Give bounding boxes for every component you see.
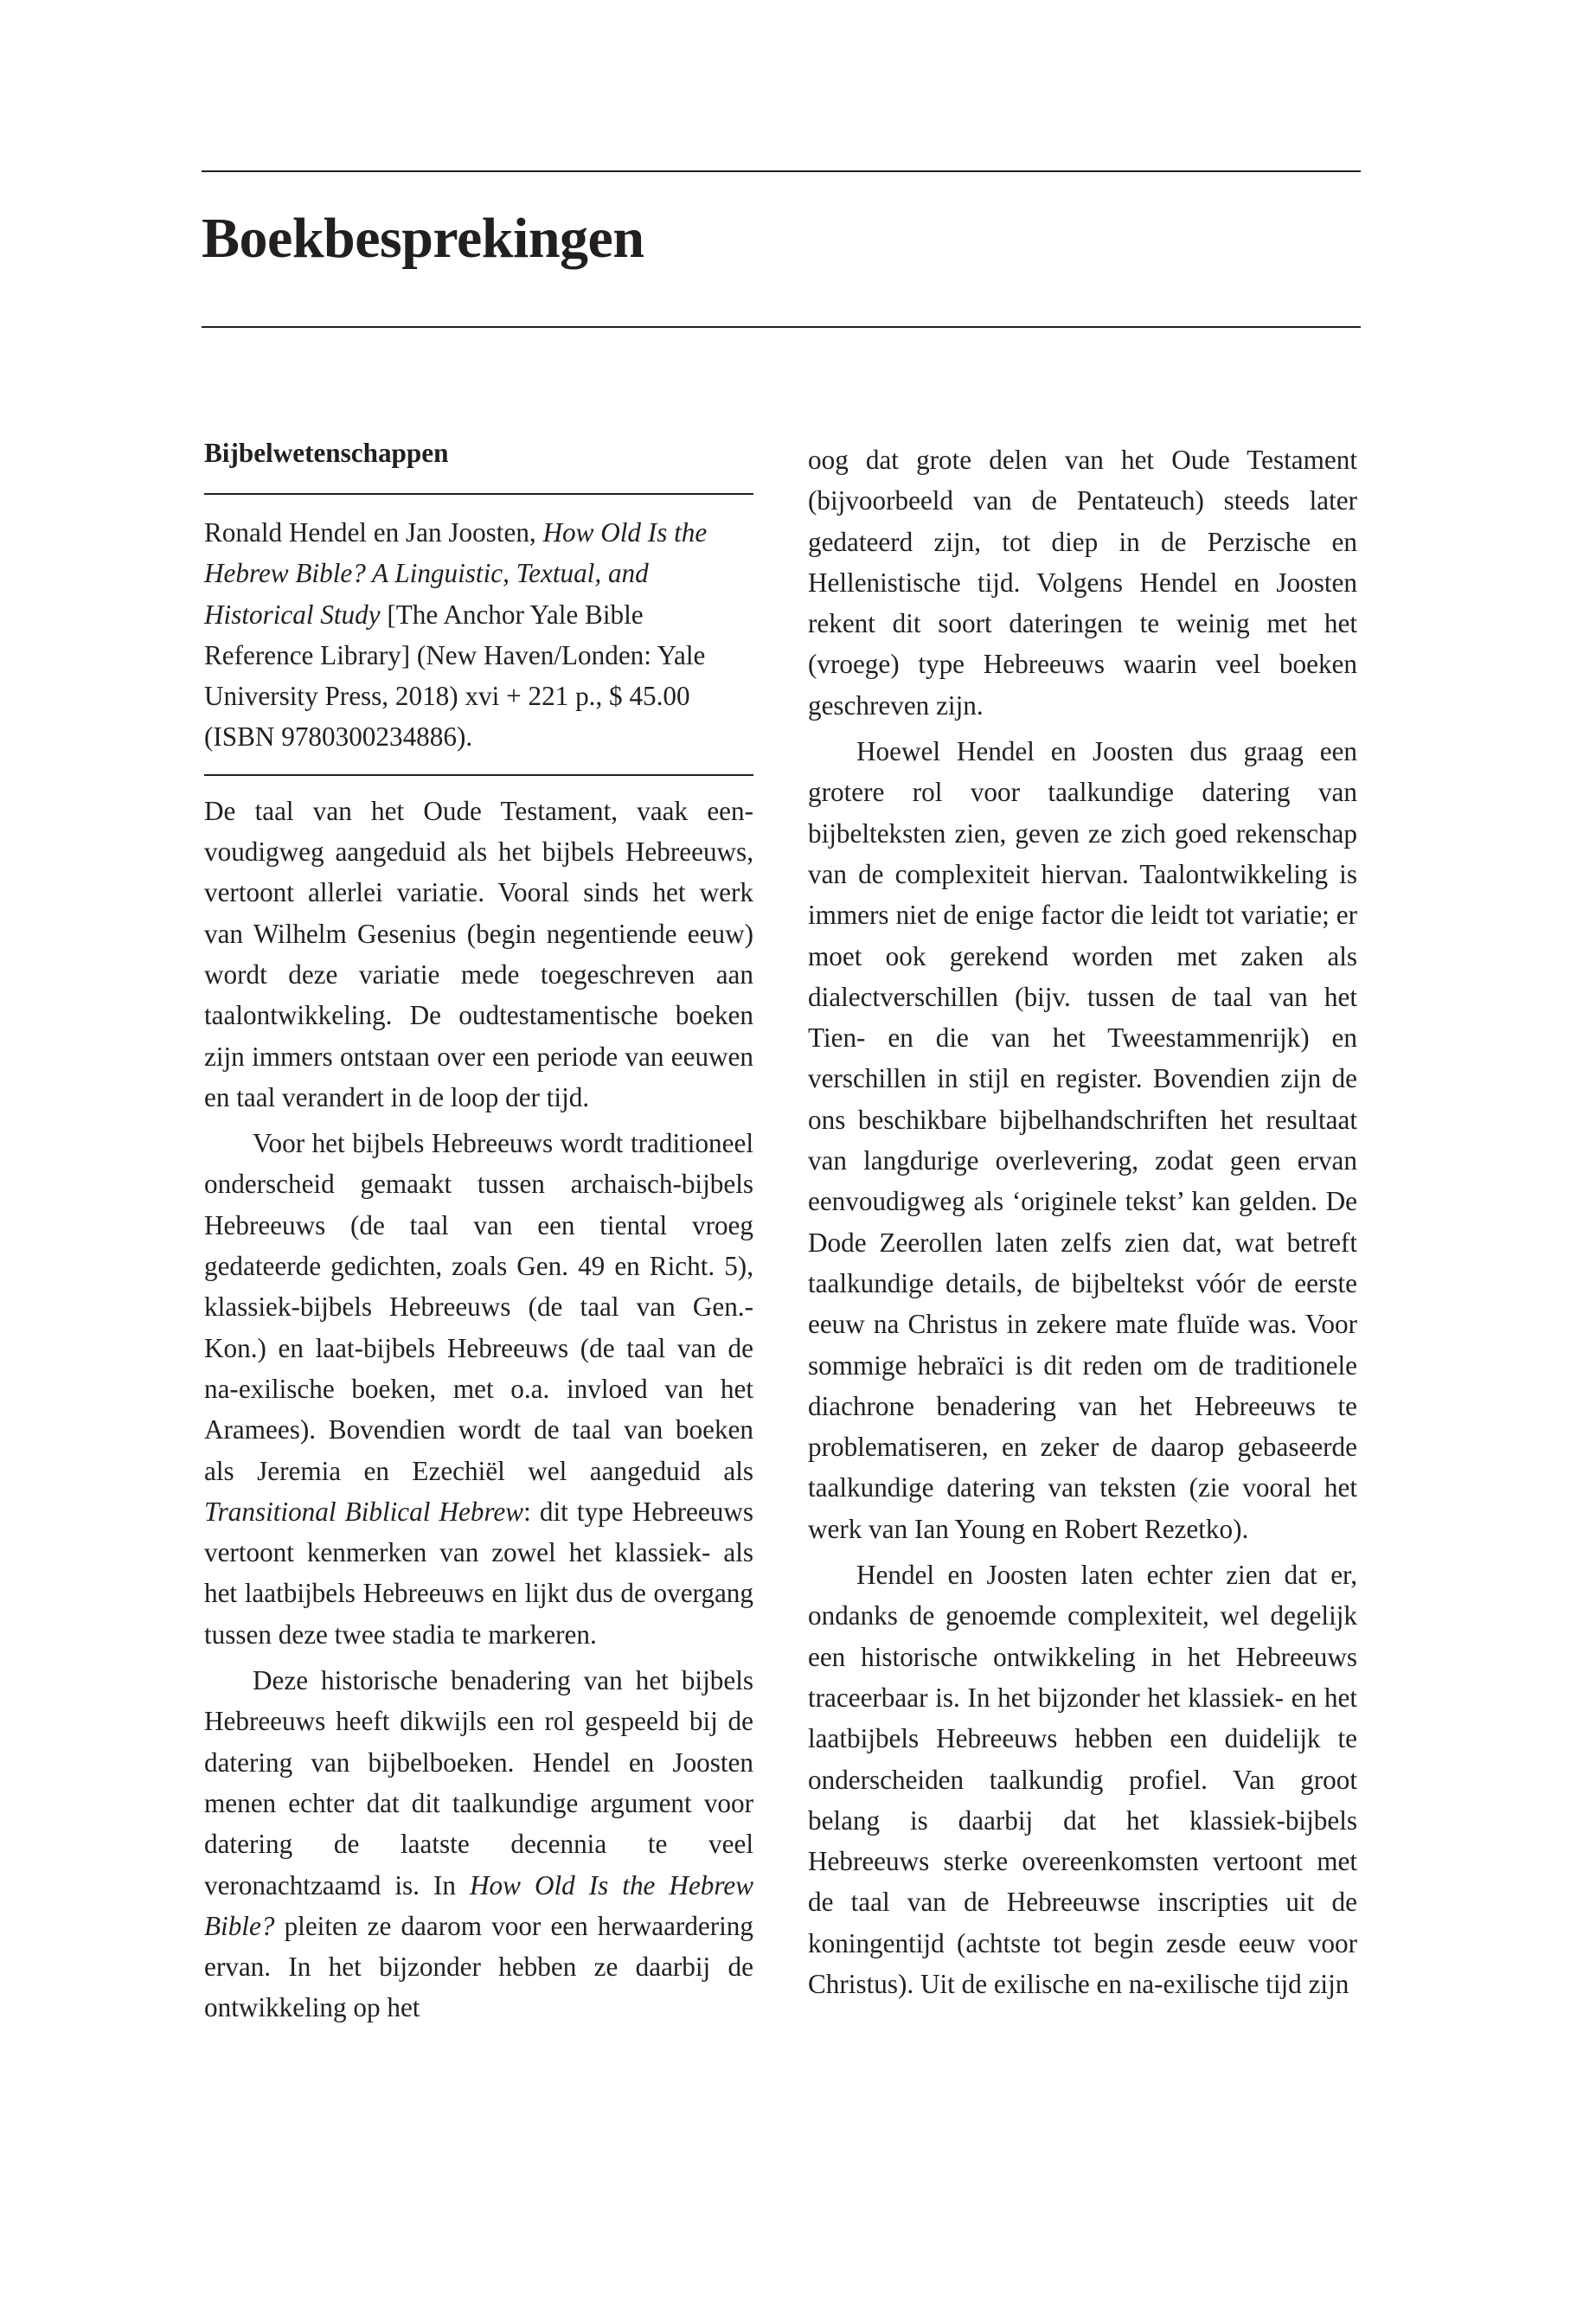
paragraph-4: oog dat grote delen van het Oude Testament (bijvoorbeeld van de Pentateuch) steeds later gedateerd zijn, tot diep in de Perzische en Hellenistische tijd. Volgens Hendel en Joosten rekent dit soort dateringen te weinig met het (vroege) type Hebreeuws waarin veel boeken geschreven zijn. — [808, 445, 1357, 721]
section-title: Bijbelwetenschappen — [204, 438, 449, 468]
paragraph-3-text-b: pleiten ze daarom voor een herwaardering ervan. In het bijzonder hebben ze daarbij de ontwikkeling op het — [204, 1910, 753, 2023]
column-right — [808, 439, 1357, 2004]
paragraph-5: Hoewel Hendel en Joosten dus graag een grotere rol voor taalkundige datering van bijbelteksten zien, geven ze zich goed rekenschap van de complexiteit hiervan. Taalontwikkeling is immers niet de enige factor die leidt tot variatie; er moet ook gerekend worden met zaken als dialectverschillen (bijv. tussen de taal van het Tien- en die van het Tweestammenrijk) en verschillen in stijl en register. Bovendien zijn de ons beschikbare bijbelhandschriften het resultaat van langdurige overlevering, zodat geen ervan eenvoudigweg als ‘originele tekst’ kan gelden. De Dode Zeerollen laten zelfs zien dat, wat betreft taalkundige details, de bijbeltekst vóór de eerste eeuw na Christus in zekere mate fluïde was. Voor sommige hebraïci is dit reden om de traditionele diachrone benadering van het Hebreeuws te problematiseren, en zeker de daarop gebaseerde taalkundige datering van teksten (zie vooral het werk van Ian Young en Robert Rezetko). — [808, 736, 1357, 1544]
biblio-rule-top — [204, 493, 753, 495]
paragraph-3-italic: How Old Is the Hebrew Bible? — [204, 1869, 754, 1941]
review-authors: Ronald Hendel en Jan Joosten, — [204, 517, 543, 548]
column-left — [204, 433, 753, 2029]
paragraph-1: De taal van het Oude Testament, vaak eenvoudigweg aangeduid als het bijbels Hebreeuws, vertoont allerlei variatie. Vooral sinds het werk van Wilhelm Gesenius (begin negentiende eeuw) wordt deze variatie mede toegeschreven aan taalontwikkeling. De oudtestamentische boeken zijn immers ontstaan over een periode van eeuwen en taal verandert in de loop der tijd. — [204, 795, 753, 1112]
paragraph-2-text-b: : dit type Hebreeuws vertoont kenmerken van zowel het klassiek- als het laatbijbels Hebreeuws en lijkt dus de overgang tussen deze twee stadia te markeren. — [204, 1496, 753, 1650]
biblio-rule-bottom — [204, 774, 753, 776]
paragraph-2 — [204, 1123, 753, 1655]
header-rule-top — [202, 170, 1361, 172]
paragraph-2-text-a: Voor het bijbels Hebreeuws wordt traditioneel onderscheid gemaakt tussen archaisch-bijbels Hebreeuws (de taal van een tiental vroeg gedateerde gedichten, zoals Gen. 49 en Richt. 5), klassiek-bijbels Hebreeuws (de taal van Gen.-Kon.) en laat-bijbels Hebreeuws (de taal van de na-exilische boeken, met o.a. invloed van het Aramees). Bovendien wordt de taal van boeken als Jeremia en Ezechiël wel aangeduid als — [204, 1128, 753, 1486]
paragraph-3 — [204, 1660, 753, 2029]
bibliographic-entry — [204, 512, 753, 758]
review-book-title: How Old Is the Hebrew Bible? A Linguistic, Textual, and Historical Study — [204, 517, 708, 630]
review-publication: [The Anchor Yale Bible Reference Library] (New Haven/Londen: Yale University Press, 2018) xvi + 221 p., $ 45.00 (ISBN 9780300234886). — [204, 599, 706, 753]
paragraph-3-text-a: Deze historische benadering van het bijbels Hebreeuws heeft dikwijls een rol gespeeld bij de datering van bijbelboeken. Hendel en Joosten menen echter dat dit taalkundige argument voor datering de laatste decennia te veel veronachtzaamd is. In — [204, 1665, 753, 1900]
paragraph-2-italic: Transitional Biblical Hebrew — [204, 1496, 524, 1527]
page-title: Boekbesprekingen — [202, 207, 644, 270]
header-rule-bottom — [202, 326, 1361, 328]
paragraph-6: Hendel en Joosten laten echter zien dat er, ondanks de genoemde complexiteit, wel degelijk een historische ontwikkeling in het Hebreeuws traceerbaar is. In het bijzonder het klassiek- en het laatbijbels Hebreeuws hebben een duidelijk te onderscheiden taalkundig profiel. Van groot belang is daarbij dat het klassiek-bijbels Hebreeuws sterke overeenkomsten vertoont met de taal van de Hebreeuwse inscripties uit de koningentijd (achtste tot begin zesde eeuw voor Christus). Uit de exilische en na-exilische tijd zijn — [808, 1560, 1357, 1999]
